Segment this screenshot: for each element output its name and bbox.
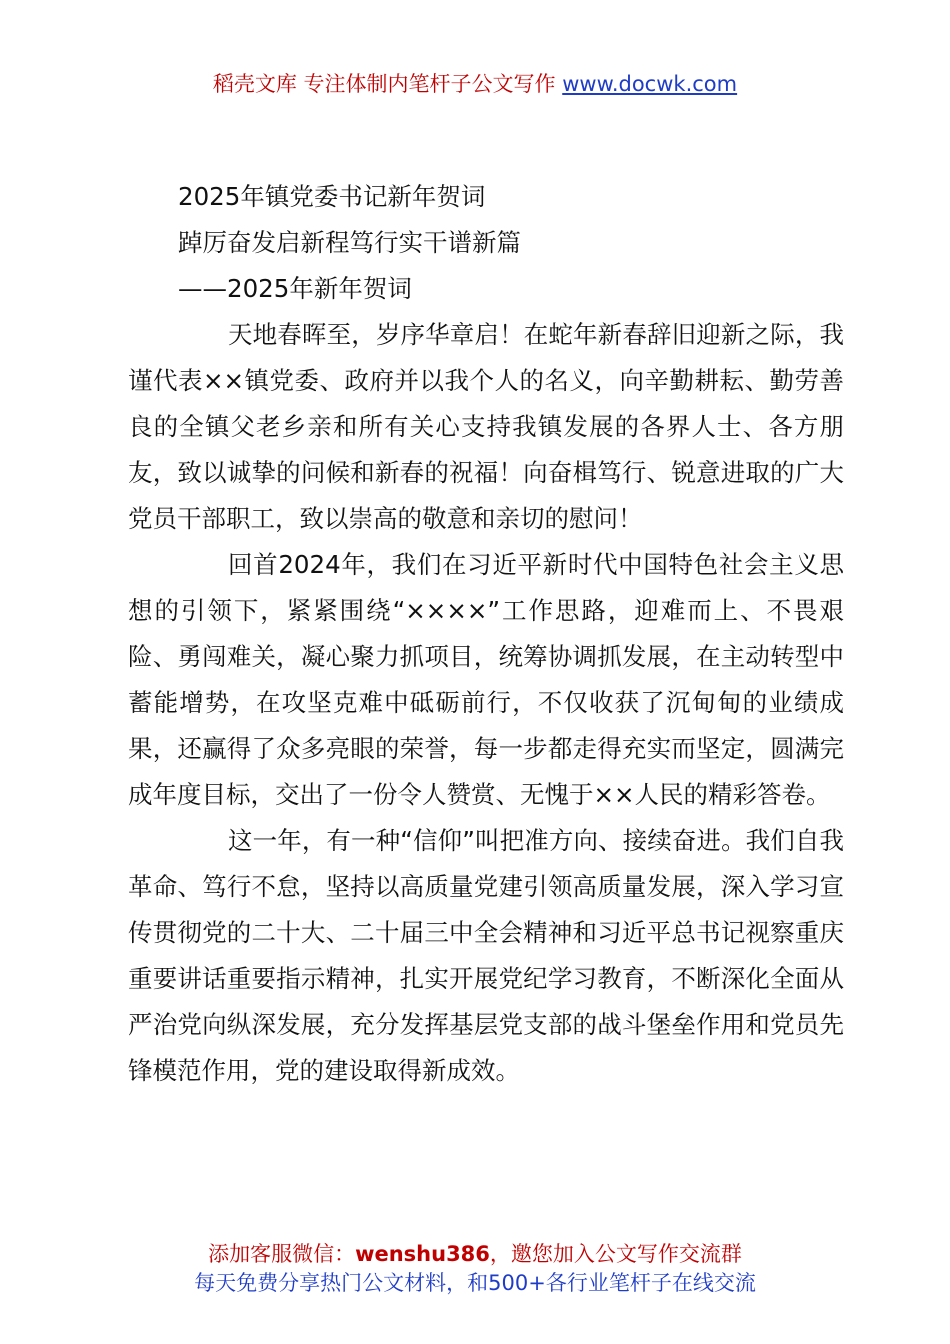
wechat-id: wenshu386 bbox=[355, 1242, 490, 1266]
footer-contact-prefix: 添加客服微信： bbox=[208, 1242, 356, 1266]
footer-contact-line bbox=[0, 1240, 950, 1269]
document-body bbox=[128, 174, 844, 1094]
paragraph: 回首2024年，我们在习近平新时代中国特色社会主义思想的引领下，紧紧围绕“××××”工作思路，迎难而上、不畏艰险、勇闯难关，凝心聚力抓项目，统筹协调抓发展，在主动转型中蓄能增势，在攻坚克难中砥砺前行，不仅收获了沉甸甸的业绩成果，还赢得了众多亮眼的荣誉，每一步都走得充实而坚定，圆满完成年度目标，交出了一份令人赞赏、无愧于××人民的精彩答卷。 bbox=[128, 550, 844, 809]
paragraph: 这一年，有一种“信仰”叫把准方向、接续奋进。我们自我革命、笃行不怠，坚持以高质量党建引领高质量发展，深入学习宣传贯彻党的二十大、二十届三中全会精神和习近平总书记视察重庆重要讲话重要指示精神，扎实开展党纪学习教育，不断深化全面从严治党向纵深发展，充分发挥基层党支部的战斗堡垒作用和党员先锋模范作用，党的建设取得新成效。 bbox=[128, 826, 844, 1085]
page-header bbox=[0, 70, 950, 98]
footer-promo-line: 每天免费分享热门公文材料，和500+各行业笔杆子在线交流 bbox=[194, 1271, 756, 1295]
document-subtitle: 踔厉奋发启新程笃行实干谱新篇 bbox=[178, 228, 521, 257]
footer-contact-suffix: ，邀您加入公文写作交流群 bbox=[489, 1242, 742, 1266]
document-title: 2025年镇党委书记新年贺词 bbox=[178, 182, 486, 211]
site-link[interactable]: www.docwk.com bbox=[562, 72, 738, 96]
page-footer bbox=[0, 1240, 950, 1298]
document-tagline: ——2025年新年贺词 bbox=[178, 274, 412, 303]
paragraph: 天地春晖至，岁序华章启！在蛇年新春辞旧迎新之际，我谨代表××镇党委、政府并以我个人的名义，向辛勤耕耘、勤劳善良的全镇父老乡亲和所有关心支持我镇发展的各界人士、各方朋友，致以诚挚的问候和新春的祝福！向奋楫笃行、锐意进取的广大党员干部职工，致以崇高的敬意和亲切的慰问！ bbox=[128, 320, 844, 533]
brand-slogan: 稻壳文库 专注体制内笔杆子公文写作 bbox=[212, 72, 563, 96]
